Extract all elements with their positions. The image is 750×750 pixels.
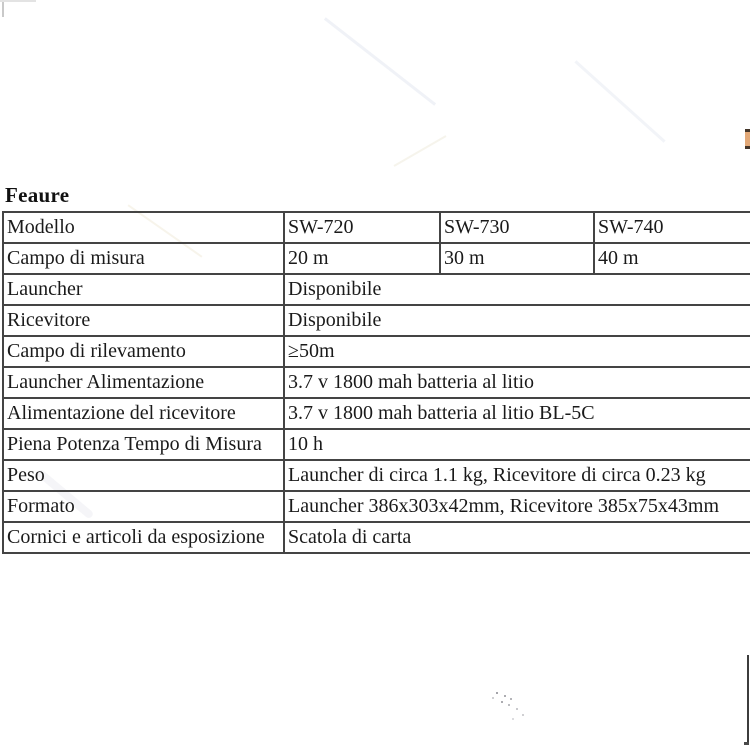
- page-title: Feaure: [5, 183, 70, 207]
- table-row: [3, 305, 750, 336]
- spec-value-cell: 3.7 v 1800 mah batteria al litio BL-5C: [284, 398, 750, 429]
- spec-value-cell: 10 h: [284, 429, 750, 460]
- table-row: [3, 460, 750, 491]
- watermark-noise: [394, 135, 447, 167]
- table-row: [3, 429, 750, 460]
- spec-label-cell: Modello: [3, 212, 284, 243]
- spec-value-cell: SW-730: [440, 212, 594, 243]
- spec-value-cell: Disponibile: [284, 274, 750, 305]
- artifact-corner-mark: [2, 0, 4, 17]
- watermark-noise: [324, 17, 436, 106]
- spec-table: [2, 211, 750, 554]
- spec-value-cell: SW-740: [594, 212, 750, 243]
- table-row: [3, 212, 750, 243]
- spec-label-cell: Ricevitore: [3, 305, 284, 336]
- artifact-speckles: [496, 692, 498, 694]
- spec-value-cell: 20 m: [284, 243, 440, 274]
- table-row: [3, 243, 750, 274]
- table-row: [3, 491, 750, 522]
- spec-value-cell: 40 m: [594, 243, 750, 274]
- spec-value-cell: SW-720: [284, 212, 440, 243]
- spec-label-cell: Launcher Alimentazione: [3, 367, 284, 398]
- spec-label-cell: Cornici e articoli da esposizione: [3, 522, 284, 553]
- spec-label-cell: Formato: [3, 491, 284, 522]
- table-row: [3, 367, 750, 398]
- table-row: [3, 274, 750, 305]
- spec-label-cell: Campo di rilevamento: [3, 336, 284, 367]
- spec-value-cell: Launcher di circa 1.1 kg, Ricevitore di circa 0.23 kg: [284, 460, 750, 491]
- spec-table-wrap: [2, 211, 750, 554]
- spec-label-cell: Alimentazione del ricevitore: [3, 398, 284, 429]
- artifact-corner-mark: [0, 0, 36, 2]
- table-row: [3, 522, 750, 553]
- spec-label-cell: Piena Potenza Tempo di Misura: [3, 429, 284, 460]
- table-row: [3, 398, 750, 429]
- artifact-edge-stripe: [745, 129, 750, 149]
- spec-label-cell: Launcher: [3, 274, 284, 305]
- table-row: [3, 336, 750, 367]
- spec-label-cell: Campo di misura: [3, 243, 284, 274]
- watermark-noise: [574, 60, 665, 143]
- artifact-edge-line: [744, 742, 749, 745]
- spec-value-cell: 3.7 v 1800 mah batteria al litio: [284, 367, 750, 398]
- spec-label-cell: Peso: [3, 460, 284, 491]
- artifact-edge-line: [747, 655, 749, 745]
- spec-value-cell: 30 m: [440, 243, 594, 274]
- spec-value-cell: Disponibile: [284, 305, 750, 336]
- spec-value-cell: Scatola di carta: [284, 522, 750, 553]
- spec-value-cell: ≥50m: [284, 336, 750, 367]
- spec-value-cell: Launcher 386x303x42mm, Ricevitore 385x75x43mm: [284, 491, 750, 522]
